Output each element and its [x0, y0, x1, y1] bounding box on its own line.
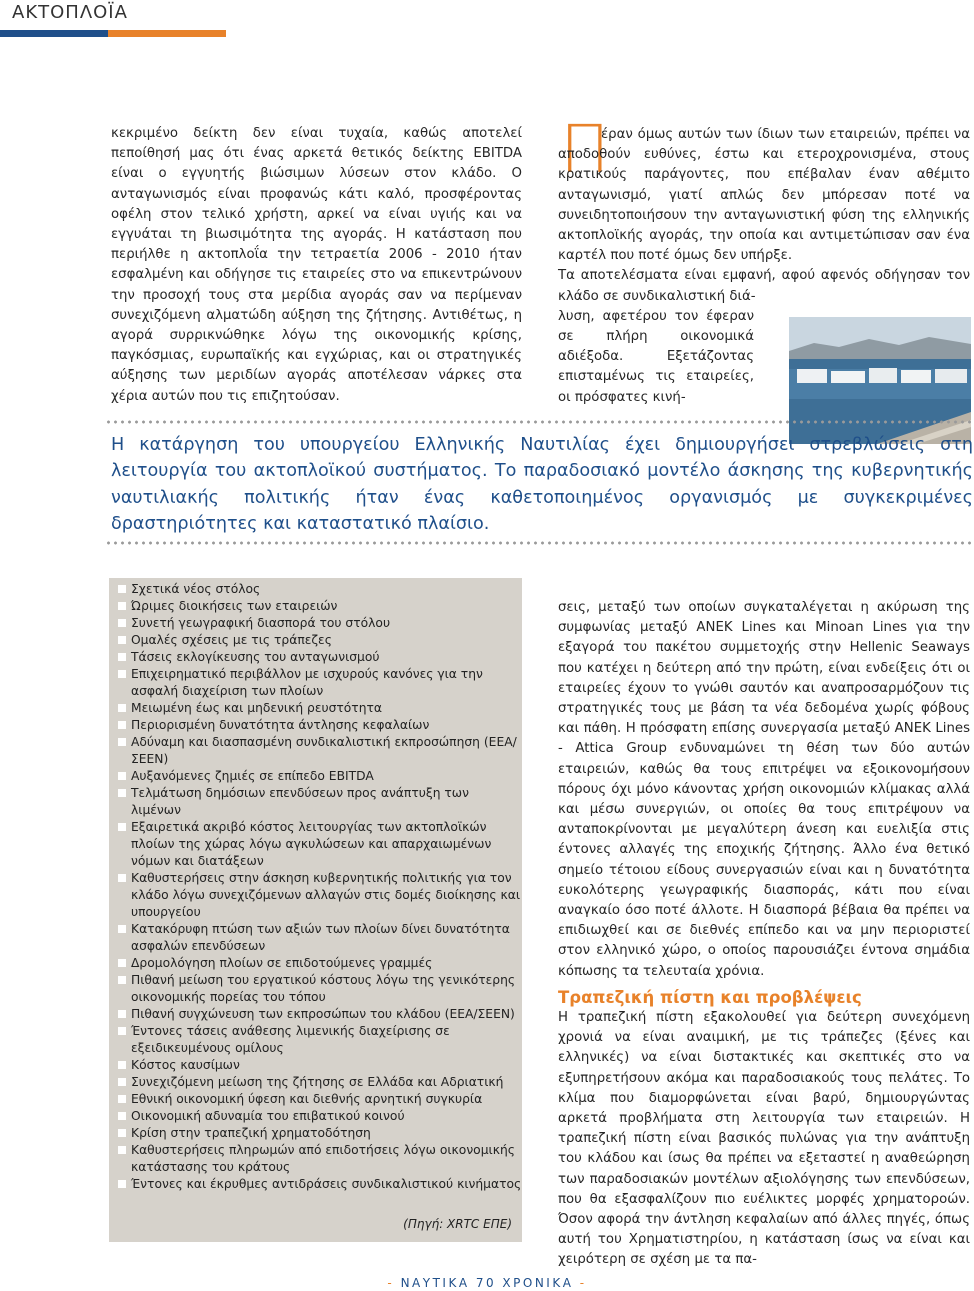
- square-bullet-icon: [118, 738, 126, 746]
- swot-list-item: [118, 972, 522, 1006]
- swot-list-item-text: Αδύναμη και διασπασμένη συνδικαλιστική εκπροσώπηση (ΕΕΑ/ΣΕΕΝ): [131, 735, 517, 766]
- footer-right-dash: -: [579, 1276, 587, 1290]
- square-bullet-icon: [118, 1010, 126, 1018]
- drop-cap: Π: [560, 111, 610, 188]
- swot-list-item-text: Κρίση στην τραπεζική χρηματοδότηση: [131, 1126, 371, 1140]
- square-bullet-icon: [118, 823, 126, 831]
- swot-list-item-text: Ώριμες διοικήσεις των εταιρειών: [131, 599, 338, 613]
- swot-list-item: [118, 1176, 522, 1193]
- swot-list-item: [118, 1142, 522, 1176]
- square-bullet-icon: [118, 585, 126, 593]
- intro-right-paragraph-2-wrap: λυση, αφετέρου τον έφεραν σε πλήρη οικονομικά αδιέξοδα. Εξετάζοντας επισταμένως τις εταιρείες, οι πρόσφατες κινή-: [558, 308, 754, 405]
- swot-list-item-text: Εξαιρετικά ακριβό κόστος λειτουργίας των ακτοπλοϊκών πλοίων της χώρας λόγω αγκυλώσεων και απαρχαιωμένων νόμων και διατάξεων: [131, 820, 492, 868]
- square-bullet-icon: [118, 653, 126, 661]
- swot-list-item-text: Κατακόρυφη πτώση των αξιών των πλοίων δίνει δυνατότητα ασφαλών επενδύσεων: [131, 922, 510, 953]
- header-bar-orange: [108, 30, 226, 37]
- footer-label: ΝΑΥΤΙΚΑ 70 ΧΡΟΝΙΚΑ: [400, 1276, 574, 1290]
- square-bullet-icon: [118, 704, 126, 712]
- footer-left-dash: -: [387, 1276, 395, 1290]
- swot-list-item: [118, 768, 522, 785]
- square-bullet-icon: [118, 1078, 126, 1086]
- square-bullet-icon: [118, 772, 126, 780]
- section-title: ΑΚΤΟΠΛΟΪΑ: [12, 2, 128, 23]
- swot-list-item-text: Συνεχιζόμενη μείωση της ζήτησης σε Ελλάδα και Αδριατική: [131, 1075, 504, 1089]
- swot-list-item: [118, 921, 522, 955]
- intro-left-paragraph: κεκριμένο δείκτη δεν είναι τυχαία, καθώς αποτελεί πεποίθησή μας ότι ένας αρκετά θετικός δείκτης EBITDA είναι ο εγγυητής βιώσιμων λύσεων στον κλάδο. Ο ανταγωνισμός είναι προφανώς κάτι καλό, προσφέροντας οφέλη στον τελικό χρήστη, αρκεί να είναι υγιής και να εγγυάται τη βιωσιμότητα της αγοράς. Η κατάσταση που περιήλθε η ακτοπλοΐα την τετραετία 2006 - 2010 ήταν εσφαλμένη και οδήγησε τις εταιρείες στο να επικεντρώνουν την προσοχή τους στα μερίδια αγοράς σαν να περίμεναν συνεχιζόμενη αλματώδη αύξηση της ζήτησης. Αντιθέτως, η αγορά συρρικνώθηκε λόγω της οικονομικής κρίσης, παγκόσμιας, ευρωπαϊκής και εγχώριας, και οι στρατηγικές αύξησης των μεριδίων αγοράς αποτέλεσαν νάρκες στα χέρια αυτών που τις επιζητούσαν.: [111, 126, 522, 404]
- intro-right-paragraph-2: Τα αποτελέσματα είναι εμφανή, αφού αφενός οδήγησαν τον κλάδο σε συνδικαλιστική διά-: [558, 268, 970, 304]
- swot-list-item-text: Μειωμένη έως και μηδενική ρευστότητα: [131, 701, 383, 715]
- swot-list-item-text: Πιθανή συγχώνευση των εκπροσώπων του κλάδου (ΕΕΑ/ΣΕΕΝ): [131, 1007, 515, 1021]
- swot-list-item: [118, 870, 522, 921]
- swot-list-item: [118, 598, 522, 615]
- intro-right-paragraph-1: έραν όμως αυτών των ίδιων των εταιρειών, πρέπει να αποδοθούν ευθύνες, έστω και ετεροχρονισμένα, στους κρατικούς παράγοντες, που επέβαλαν έναν αθέμιτο ανταγωνισμό, γιατί απλώς δεν μπόρεσαν ποτέ να συνειδητοποιήσουν την ανταγωνιστική φύση της ελληνικής ακτοπλοϊκής αγοράς, την οποία και αντιμετώπισαν σαν ένα καρτέλ που ποτέ όμως δεν υπήρξε.: [558, 127, 970, 264]
- swot-list-item-text: Τάσεις εκλογίκευσης του ανταγωνισμού: [131, 650, 380, 664]
- pullquote-top-divider: [105, 420, 973, 424]
- square-bullet-icon: [118, 925, 126, 933]
- swot-list-item-text: Τελμάτωση δημόσιων επενδύσεων προς ανάπτυξη των λιμένων: [131, 786, 469, 817]
- square-bullet-icon: [118, 1112, 126, 1120]
- section-body-column: [558, 1008, 970, 1271]
- body-right-paragraph: σεις, μεταξύ των οποίων συγκαταλέγεται η ακύρωση της συμφωνίας μεταξύ ΑΝΕΚ Lines και Minoan Lines για την εξαγορά του πακέτου συμμετοχής στην Hellenic Seaways που κατέχει η δεύτερη από την πρώτη, είναι ενδείξεις ότι οι εταιρείες έχουν το γνώθι σαυτόν και αναπροσαρμόζουν τις στρατηγικές τους με βάση τα νέα δεδομένα χωρίς φόβους και πάθη. Η πρόσφατη επίσης συνεργασία μεταξύ ΑΝΕΚ Lines - Attica Group ενδυναμώνει τη θέση των δύο αυτών εταιρειών, καθώς θα τους επιτρέψει να εξοικονομήσουν πόρους όχι μόνο κάνοντας χρήση οικονομιών κλίμακας αλλά και μέσω συνεργιών, οι οποίες θα τους επιτρέψουν να ανταποκρίνονται με μεγαλύτερη άνεση και ευελιξία στις έντονες αλλαγές της εποχικής ζήτησης. Άλλο ένα θετικό σημείο τέτοιου είδους συνεργασιών είναι και η δυνατότητα ευκολότερης γεωγραφικής διασποράς, κάτι που είναι αναγκαίο όσο ποτέ άλλοτε. Η διασπορά βέβαια θα πρέπει να επιδιωχθεί και σε διεθνές επίπεδο και να μην περιοριστεί στον ελληνικό χώρο, ο οποίος παρουσιάζει έντονα σημάδια κόπωσης τα τελευταία χρόνια.: [558, 600, 970, 979]
- square-bullet-icon: [118, 874, 126, 882]
- swot-list-item: [118, 819, 522, 870]
- square-bullet-icon: [118, 1095, 126, 1103]
- swot-list-item: [118, 1125, 522, 1142]
- swot-list-item: [118, 1057, 522, 1074]
- swot-list-item: [118, 1023, 522, 1057]
- body-right-column: [558, 598, 970, 982]
- square-bullet-icon: [118, 789, 126, 797]
- square-bullet-icon: [118, 1061, 126, 1069]
- square-bullet-icon: [118, 1027, 126, 1035]
- swot-list-item: [118, 615, 522, 632]
- swot-list-item: [118, 1091, 522, 1108]
- swot-list-item: [118, 785, 522, 819]
- swot-list-item-text: Οικονομική αδυναμία του επιβατικού κοινού: [131, 1109, 405, 1123]
- swot-list-item-text: Πιθανή μείωση του εργατικού κόστους λόγω της γενικότερης οικονομικής πορείας του τόπου: [131, 973, 516, 1004]
- swot-list-item-text: Σχετικά νέος στόλος: [131, 582, 261, 596]
- swot-list-item: [118, 649, 522, 666]
- intro-left-column: [111, 124, 522, 407]
- swot-sidebar: [109, 578, 522, 1242]
- square-bullet-icon: [118, 959, 126, 967]
- swot-list-item: [118, 581, 522, 598]
- section-heading: Τραπεζική πίστη και προβλέψεις: [558, 988, 862, 1007]
- swot-list-item: [118, 1074, 522, 1091]
- swot-list: [109, 578, 522, 1193]
- square-bullet-icon: [118, 1129, 126, 1137]
- swot-list-item: [118, 1006, 522, 1023]
- harbor-photo: [789, 317, 971, 444]
- swot-list-item: [118, 734, 522, 768]
- pullquote-bottom-divider: [105, 541, 973, 545]
- section-body-paragraph: Η τραπεζική πίστη εξακολουθεί για δεύτερη συνεχόμενη χρονιά να είναι αναιμική, με τις τράπεζες (ξένες και ελληνικές) να είναι διστακτικές και σκεπτικές στο να εξυπηρετήσουν ακόμα και παραδοσιακούς τους πελάτες. Το κλίμα που διαμορφώνεται είναι βαρύ, δημιουργώντας αρκετά προβλήματα στη λειτουργία των εταιρειών. Η τραπεζική πίστη είναι βασικός πυλώνας για την ανάπτυξη του κλάδου και ίσως θα πρέπει να εξεταστεί η αναθεώρηση των παραδοσιακών μοντέλων αξιολόγησης των επενδύσεων, που θα εξασφαλίζουν πιο ευέλικτες μορφές χρηματοροών. Όσον αφορά την άντληση κεφαλαίων από άλλες πηγές, όπως αυτή του Χρηματιστηρίου, η κατάσταση ίσως να είναι και χειρότερη σε σχέση με τα πα-: [558, 1010, 970, 1268]
- swot-list-item-text: Καθυστερήσεις στην άσκηση κυβερνητικής πολιτικής για τον κλάδο λόγω συνεχιζόμενων αλλαγών στις δομές διοίκησης και υπουργείου: [131, 871, 521, 919]
- pull-quote: Η κατάργηση του υπουργείου Ελληνικής Ναυτιλίας έχει δημιουργήσει στρεβλώσεις στη λειτουργία του ακτοπλοϊκού συστήματος. Το παραδοσιακό μοντέλο άσκησης της κυβερνητικής ναυτιλιακής πολιτικής ήταν ένας καθετοποιημένος οργανισμός με συγκεκριμένες δραστηριότητες και καταστατικό πλαίσιο.: [111, 435, 973, 534]
- page-footer: [0, 1276, 974, 1290]
- swot-list-item-text: Έντονες και έκρυθμες αντιδράσεις συνδικαλιστικού κινήματος: [131, 1177, 522, 1191]
- swot-list-item: [118, 700, 522, 717]
- swot-list-item-text: Δρομολόγηση πλοίων σε επιδοτούμενες γραμμές: [131, 956, 433, 970]
- swot-list-item: [118, 955, 522, 972]
- swot-list-item: [118, 717, 522, 734]
- swot-list-item-text: Έντονες τάσεις ανάθεσης λιμενικής διαχείρισης σε εξειδικευμένους ομίλους: [131, 1024, 450, 1055]
- square-bullet-icon: [118, 721, 126, 729]
- swot-list-item-text: Καθυστερήσεις πληρωμών από επιδοτήσεις λόγω οικονομικής κατάστασης του κράτους: [131, 1143, 515, 1174]
- swot-list-item: [118, 632, 522, 649]
- header-bar-blue: [0, 30, 108, 37]
- swot-list-item-text: Ομαλές σχέσεις με τις τράπεζες: [131, 633, 332, 647]
- square-bullet-icon: [118, 1180, 126, 1188]
- swot-list-item-text: Εθνική οικονομική ύφεση και διεθνής αρνητική συγκυρία: [131, 1092, 483, 1106]
- square-bullet-icon: [118, 636, 126, 644]
- harbor-illustration: [789, 317, 971, 444]
- square-bullet-icon: [118, 976, 126, 984]
- square-bullet-icon: [118, 1146, 126, 1154]
- square-bullet-icon: [118, 602, 126, 610]
- swot-list-item-text: Συνετή γεωγραφική διασπορά του στόλου: [131, 616, 391, 630]
- square-bullet-icon: [118, 670, 126, 678]
- swot-list-item: [118, 666, 522, 700]
- swot-list-item-text: Κόστος καυσίμων: [131, 1058, 240, 1072]
- swot-list-item-text: Αυξανόμενες ζημιές σε επίπεδο EBITDA: [131, 769, 374, 783]
- swot-list-item-text: Περιορισμένη δυνατότητα άντλησης κεφαλαίων: [131, 718, 430, 732]
- sidebar-source: (Πηγή: XRTC ΕΠΕ): [403, 1217, 512, 1231]
- swot-list-item-text: Επιχειρηματικό περιβάλλον με ισχυρούς κανόνες για την ασφαλή διαχείριση των πλοίων: [131, 667, 483, 698]
- swot-list-item: [118, 1108, 522, 1125]
- square-bullet-icon: [118, 619, 126, 627]
